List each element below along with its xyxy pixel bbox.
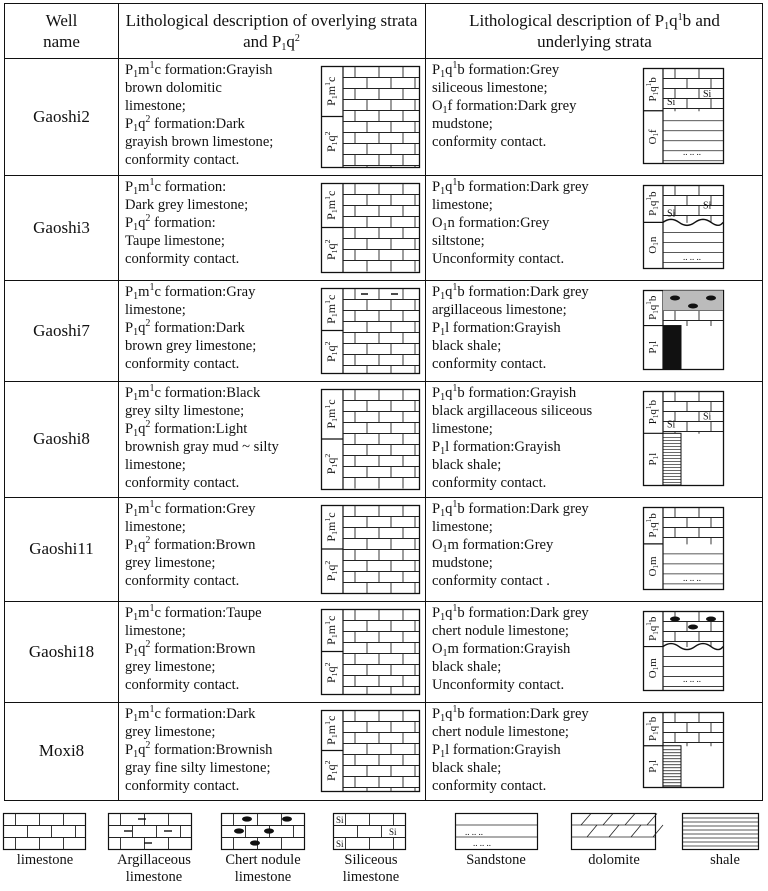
underlying-strat-column	[643, 68, 725, 165]
legend-label-shale: shale	[710, 852, 740, 868]
svg-text:O1m: $O_1m$	[646, 556, 660, 577]
legend-swatch-dolomite	[571, 813, 657, 851]
svg-text:P1l: $P_1l$	[646, 759, 660, 773]
legend-label-argillaceous: Argillaceous limestone	[117, 852, 191, 885]
well-name: Gaoshi2	[33, 106, 90, 126]
svg-text:O1f: $O_1f$	[646, 129, 660, 145]
legend-swatch-sandstone	[455, 813, 539, 851]
underlying-strat-column	[643, 290, 725, 371]
header-underlying: Lithological description of $P_1q^1b$ and underlying strata	[469, 11, 720, 51]
overlying-strat-column	[321, 183, 421, 274]
underlying-strat-column	[643, 185, 725, 270]
overlying-strat-column	[321, 288, 421, 375]
underlying-description: $P_1q^1b$ formation:Dark grey chert nodule limestone; $P_1l$ formation:Grayish black shale; conformity contact.	[432, 704, 589, 794]
svg-text:.. .. ..: .. .. ..	[465, 827, 483, 837]
svg-text:P1l: $P_1l$	[646, 340, 660, 354]
svg-text:Si: Si	[703, 88, 712, 100]
svg-text:P1l: $P_1l$	[646, 452, 660, 466]
svg-text:Si: Si	[667, 208, 676, 220]
svg-text:.. .. ..: .. .. ..	[473, 838, 491, 848]
well-name: Gaoshi3	[33, 217, 90, 237]
legend-swatch-siliceous	[333, 813, 407, 851]
svg-text:P1q2: $P_1q^2$	[322, 760, 339, 781]
svg-text:Si: Si	[703, 411, 712, 423]
overlying-strat-column	[321, 505, 421, 595]
overlying-strat-column	[321, 389, 421, 491]
svg-text:P1m1c: $P_1m^1c$	[322, 615, 339, 645]
svg-text:.. .. ..: .. .. ..	[683, 674, 701, 684]
overlying-description: $P_1m^1c$ formation:Grey limestone; $P_1q^2$ formation:Brown grey limestone; conformity contact.	[125, 499, 256, 589]
svg-text:Si: Si	[667, 96, 676, 108]
well-name: Gaoshi18	[28, 641, 95, 661]
overlying-description: $P_1m^1c$ formation:Dark grey limestone; $P_1q^2$ formation:Brownish gray fine silty limestone; conformity contact.	[125, 704, 273, 794]
underlying-description: $P_1q^1b$ formation:Grey siliceous limestone; $O_1f$ formation:Dark grey mudstone; conformity contact.	[432, 60, 577, 150]
underlying-strat-column	[643, 611, 725, 692]
svg-text:P1q1b: $P_1q^1b$	[644, 616, 660, 641]
underlying-strat-column	[643, 391, 725, 487]
well-name: Moxi8	[38, 740, 85, 760]
overlying-strat-column	[321, 710, 421, 793]
svg-text:P1q1b: $P_1q^1b$	[644, 513, 660, 538]
svg-text:Si: Si	[336, 815, 344, 825]
well-name: Gaoshi8	[33, 429, 90, 448]
svg-text:O1m: $O_1m$	[646, 658, 660, 679]
legend-label-chert: Chert nodule limestone	[225, 852, 301, 885]
svg-text:P1m1c: $P_1m^1c$	[322, 294, 339, 324]
svg-text:Si: Si	[389, 827, 397, 837]
overlying-description: $P_1m^1c$ formation:Gray limestone; $P_1q^2$ formation:Dark brown grey limestone; conformity contact.	[125, 282, 257, 372]
well-name: Gaoshi7	[33, 320, 90, 340]
legend-label-siliceous: Siliceous limestone	[342, 852, 400, 885]
underlying-description: $P_1q^1b$ formation:Dark grey chert nodule limestone; $O_1m$ formation:Grayish black shale; Unconformity contact.	[432, 603, 589, 693]
legend-label-sandstone: Sandstone	[466, 852, 526, 868]
svg-text:P1q1b: $P_1q^1b$	[644, 716, 660, 742]
svg-text:P1q2: $P_1q^2$	[322, 453, 339, 475]
underlying-strat-column	[643, 507, 725, 591]
underlying-description: $P_1q^1b$ formation:Dark grey limestone; $O_1m$ formation:Grey mudstone; conformity contact .	[432, 499, 589, 589]
header-well-name: Well name	[43, 11, 80, 51]
underlying-description: $P_1q^1b$ formation:Dark grey limestone; $O_1n$ formation:Grey siltstone; Unconformity contact.	[432, 177, 589, 267]
overlying-description: $P_1m^1c$ formation:Grayish brown dolomitic limestone; $P_1q^2$ formation:Dark grayish brown limestone; conformity contact.	[125, 60, 274, 168]
svg-text:P1q2: $P_1q^2$	[322, 341, 339, 362]
svg-text:P1m1c: $P_1m^1c$	[322, 512, 339, 542]
overlying-strat-column	[321, 609, 421, 696]
svg-text:P1q2: $P_1q^2$	[322, 239, 339, 260]
svg-text:.. .. ..: .. .. ..	[683, 573, 701, 583]
overlying-description: $P_1m^1c$ formation:Black grey silty limestone; $P_1q^2$ formation:Light brownish gray mud ~ silty limestone; conformity contact.	[125, 383, 279, 491]
svg-text:O1n: $O_1n$	[646, 236, 660, 254]
header-overlying: Lithological description of overlying strata and $P_1q^2$	[125, 11, 418, 53]
legend-label-limestone: limestone	[16, 852, 74, 868]
underlying-description: $P_1q^1b$ formation:Dark grey argillaceous limestone; $P_1l$ formation:Grayish black shale; conformity contact.	[432, 282, 589, 372]
svg-text:P1q2: $P_1q^2$	[322, 560, 339, 582]
legend-swatch-limestone	[3, 813, 87, 851]
legend-swatch-shale	[682, 813, 760, 851]
legend-swatch-chert	[221, 813, 306, 851]
svg-text:.. .. ..: .. .. ..	[683, 252, 701, 262]
well-name: Gaoshi11	[29, 539, 94, 558]
svg-text:P1m1c: $P_1m^1c$	[322, 190, 339, 220]
svg-text:P1m1c: $P_1m^1c$	[322, 715, 339, 745]
svg-text:P1q1b: $P_1q^1b$	[644, 400, 660, 425]
svg-text:Si: Si	[667, 419, 676, 431]
legend-label-dolomite: dolomite	[588, 852, 640, 868]
underlying-description: $P_1q^1b$ formation:Grayish black argillaceous siliceous limestone; $P_1l$ formation:Grayish black shale; conformity contact.	[432, 383, 593, 491]
legend-swatch-argillaceous	[108, 813, 193, 851]
svg-text:Si: Si	[703, 200, 712, 212]
overlying-strat-column	[321, 66, 421, 169]
svg-text:P1q1b: $P_1q^1b$	[644, 191, 660, 216]
svg-text:.. .. ..: .. .. ..	[683, 147, 701, 157]
svg-text:P1q2: $P_1q^2$	[322, 662, 339, 683]
overlying-description: $P_1m^1c$ formation: Dark grey limestone; $P_1q^2$ formation: Taupe limestone; conformity contact.	[125, 177, 249, 267]
svg-text:P1q1b: $P_1q^1b$	[644, 295, 660, 320]
svg-text:P1q1b: $P_1q^1b$	[644, 77, 660, 102]
overlying-description: $P_1m^1c$ formation:Taupe limestone; $P_1q^2$ formation:Brown grey limestone; conformity contact.	[125, 603, 262, 693]
svg-text:P1m1c: $P_1m^1c$	[322, 76, 339, 106]
svg-text:P1m1c: $P_1m^1c$	[322, 399, 339, 429]
lithology-table	[4, 3, 763, 801]
svg-text:Si: Si	[336, 839, 344, 849]
svg-text:P1q2: $P_1q^2$	[322, 131, 339, 152]
underlying-strat-column	[643, 712, 725, 789]
